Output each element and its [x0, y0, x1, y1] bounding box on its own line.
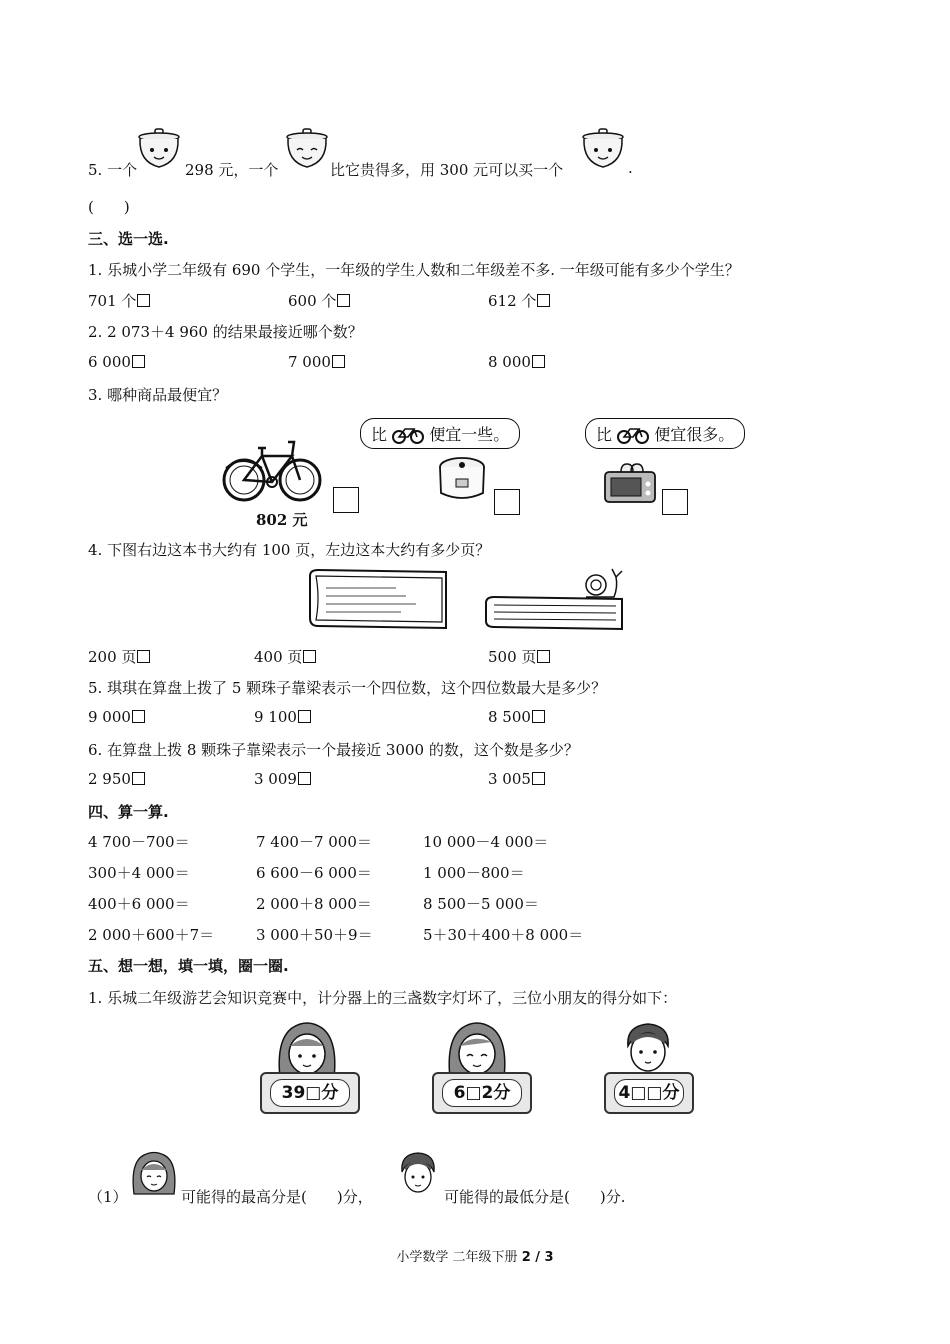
page-footer [0, 1246, 950, 1265]
calc-expression: 8 500－5 000＝ [423, 895, 539, 913]
answer-box-toaster[interactable] [662, 489, 688, 515]
checkbox[interactable] [132, 710, 145, 723]
score-sign-3 [604, 1072, 694, 1114]
speech-bubble-1: 比 便宜一些。 [360, 418, 520, 449]
section5-title: 五、想一想，填一填，圈一圈. [88, 957, 289, 975]
bicycle-icon [222, 432, 322, 504]
thick-book-icon [306, 568, 448, 630]
calc-expression: 300＋4 000＝ [88, 864, 190, 882]
calc-expression: 2 000＋8 000＝ [256, 895, 372, 913]
girl-face-icon [130, 1150, 178, 1196]
s3-q5-option-c[interactable]: 8 500 [488, 708, 545, 726]
checkbox[interactable] [532, 710, 545, 723]
checkbox[interactable] [337, 294, 350, 307]
checkbox[interactable] [137, 294, 150, 307]
score-value-1: 39□分 [270, 1079, 350, 1107]
thin-book-with-snail-icon [482, 567, 624, 631]
score-value-3: 4□□分 [614, 1079, 684, 1107]
boy-icon [618, 1020, 678, 1078]
checkbox[interactable] [303, 650, 316, 663]
q5-text-2: 298 元，一个 [185, 161, 279, 179]
checkbox[interactable] [537, 294, 550, 307]
calc-expression: 10 000－4 000＝ [423, 833, 549, 851]
s3-q2-option-c[interactable]: 8 000 [488, 353, 545, 371]
s3-q4-option-c[interactable]: 500 页 [488, 646, 550, 667]
girl-long-hair-icon [442, 1020, 512, 1080]
s3-q5-option-a[interactable]: 9 000 [88, 708, 145, 726]
s3-q1-option-c[interactable]: 612 个 [488, 290, 550, 311]
s3-q2-text: 2. 2 073＋4 960 的结果最接近哪个数？ [88, 323, 363, 341]
s3-q5-option-b[interactable]: 9 100 [254, 708, 311, 726]
s3-q4-option-b[interactable]: 400 页 [254, 646, 316, 667]
boy-face-icon [396, 1150, 440, 1196]
sub1-label: （1） [88, 1188, 128, 1206]
q5-text-1: 5. 一个 [88, 161, 138, 179]
s3-q3-text: 3. 哪种商品最便宜？ [88, 386, 228, 404]
s3-q1-text: 1. 乐城小学二年级有 690 个学生，一年级的学生人数和二年级差不多. 一年级可能有多少个学生？ [88, 261, 740, 279]
s5-q1-text: 1. 乐城二年级游艺会知识竞赛中，计分器上的三盏数字灯坏了，三位小朋友的得分如下： [88, 989, 678, 1007]
score-value-2: 6□2分 [442, 1079, 522, 1107]
s3-q6-option-a[interactable]: 2 950 [88, 770, 145, 788]
checkbox[interactable] [137, 650, 150, 663]
s3-q6-text: 6. 在算盘上拨 8 颗珠子靠梁表示一个最接近 3000 的数，这个数是多少？ [88, 741, 579, 759]
footer-text: 小学数学 二年级下册 [396, 1250, 522, 1265]
calc-expression: 7 400－7 000＝ [256, 833, 372, 851]
speech-bubble-2: 比 便宜很多。 [585, 418, 745, 449]
s3-q4-option-a[interactable]: 200 页 [88, 646, 150, 667]
answer-box-cooker[interactable] [494, 489, 520, 515]
checkbox[interactable] [298, 772, 311, 785]
s3-q5-text: 5. 琪琪在算盘上拨了 5 颗珠子靠梁表示一个四位数，这个四位数最大是多少？ [88, 679, 607, 697]
checkbox[interactable] [132, 772, 145, 785]
s3-q6-option-b[interactable]: 3 009 [254, 770, 311, 788]
section4-title: 四、算一算. [88, 803, 169, 821]
toaster-icon [603, 462, 657, 504]
calc-expression: 6 600－6 000＝ [256, 864, 372, 882]
sub1-mid-text: 可能得的最高分是( )分， [181, 1188, 373, 1206]
bike-price: 802 元 [256, 511, 308, 529]
section3-title: 三、选一选. [88, 230, 169, 248]
s3-q4-text: 4. 下图右边这本书大约有 100 页，左边这本大约有多少页？ [88, 541, 491, 559]
checkbox[interactable] [332, 355, 345, 368]
checkbox[interactable] [298, 710, 311, 723]
calc-expression: 3 000＋50＋9＝ [256, 926, 373, 944]
s3-q1-option-b[interactable]: 600 个 [288, 290, 350, 311]
sub1-end-text: 可能得的最低分是( )分. [444, 1188, 626, 1206]
s3-q1-option-a[interactable]: 701 个 [88, 290, 150, 311]
calc-expression: 4 700－700＝ [88, 833, 190, 851]
s3-q2-option-b[interactable]: 7 000 [288, 353, 345, 371]
small-bicycle-icon [617, 424, 649, 444]
calc-expression: 400＋6 000＝ [88, 895, 190, 913]
score-sign-2 [432, 1072, 532, 1114]
q5-text-3: 比它贵得多，用 300 元可以买一个 [330, 161, 564, 179]
s3-q2-option-a[interactable]: 6 000 [88, 353, 145, 371]
checkbox[interactable] [532, 355, 545, 368]
pot-icon [136, 128, 182, 170]
answer-paren[interactable]: ( ) [88, 198, 130, 216]
calc-expression: 5＋30＋400＋8 000＝ [423, 926, 584, 944]
rice-cooker-icon [436, 455, 488, 505]
answer-box-bike[interactable] [333, 487, 359, 513]
small-bicycle-icon [392, 424, 424, 444]
pot-icon [284, 128, 330, 170]
checkbox[interactable] [537, 650, 550, 663]
q5-text-4: . [628, 159, 633, 177]
s3-q6-option-c[interactable]: 3 005 [488, 770, 545, 788]
calc-expression: 1 000－800＝ [423, 864, 525, 882]
checkbox[interactable] [532, 772, 545, 785]
page-number: 2 / 3 [521, 1250, 554, 1265]
pot-icon [580, 128, 626, 170]
calc-expression: 2 000＋600＋7＝ [88, 926, 215, 944]
checkbox[interactable] [132, 355, 145, 368]
girl-long-hair-icon [272, 1020, 342, 1080]
score-sign-1 [260, 1072, 360, 1114]
